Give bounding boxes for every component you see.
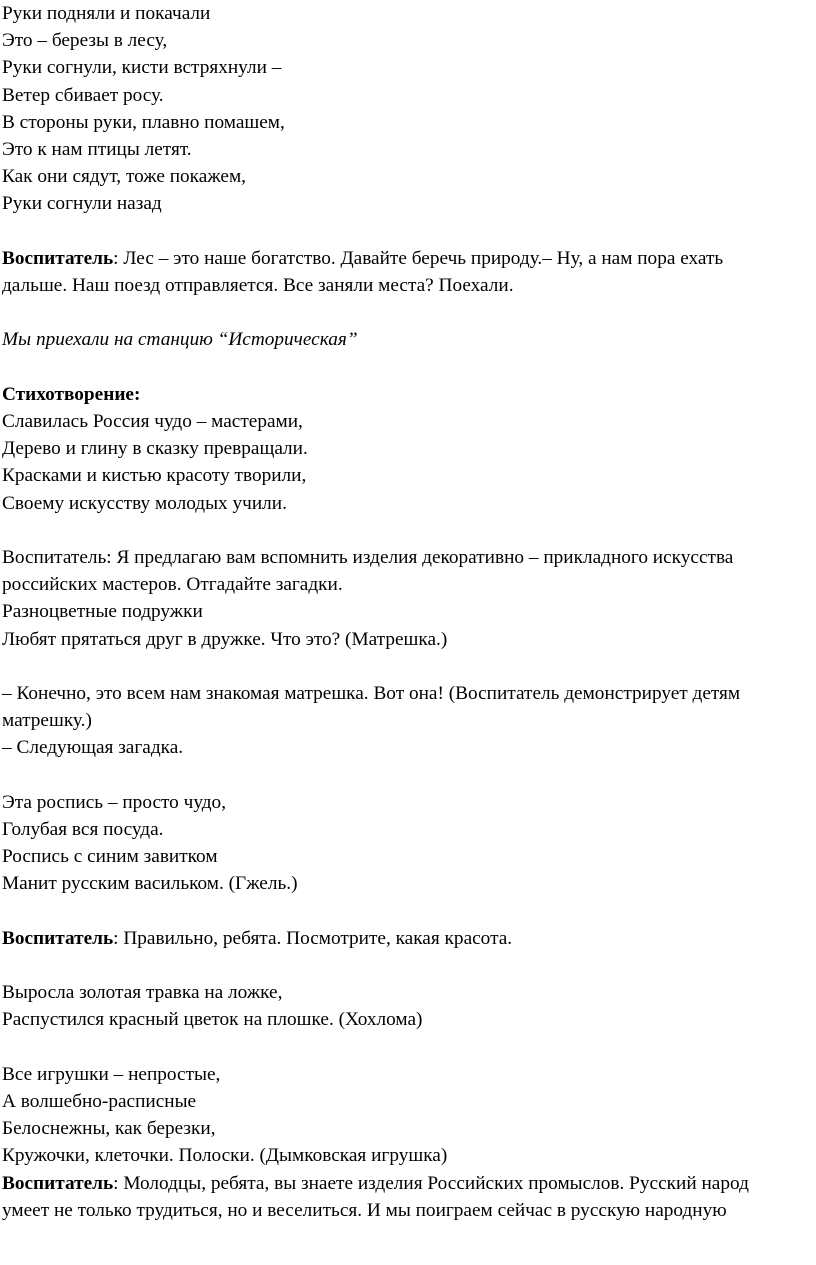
paragraph-line: – Конечно, это всем нам знакомая матрешка. Вот она! (Воспитатель демонстрирует детям [2, 683, 741, 704]
poem-line: Как они сядут, тоже покажем, [2, 166, 246, 188]
teacher-paragraph-beauty [2, 925, 816, 952]
riddle-line: Распустился красный цветок на плошке. (Хохлома) [2, 1009, 423, 1031]
riddle-line: Манит русским васильком. (Гжель.) [2, 873, 298, 895]
paragraph-line: умеет не только трудиться, но и веселиться. И мы поиграем сейчас в русскую народную [2, 1199, 727, 1221]
paragraph-line: матрешку.) [2, 710, 92, 732]
blank-line [2, 1034, 816, 1061]
blank-line [2, 952, 816, 979]
riddle-line: Все игрушки – непростые, [2, 1063, 221, 1085]
paragraph-text: : Правильно, ребята. Посмотрите, какая красота. [113, 927, 513, 949]
riddle-line: Кружочки, клеточки. Полоски. (Дымковская игрушка) [2, 1145, 448, 1167]
poem-line: Красками и кистью красоту творили, [2, 465, 307, 487]
paragraph-line: дальше. Наш поезд отправляется. Все заняли места? Поехали. [2, 275, 514, 297]
poem-heading: Стихотворение: [2, 383, 141, 405]
exercise-poem [2, 0, 816, 218]
blank-line [2, 354, 816, 381]
riddle-gzhel [2, 789, 816, 898]
riddle-line: Любят прятаться друг в дружке. Что это? (Матрешка.) [2, 628, 448, 650]
blank-line [2, 653, 816, 680]
blank-line [2, 517, 816, 544]
riddle-line: Роспись с синим завитком [2, 846, 218, 868]
speaker-label: Воспитатель [2, 247, 114, 269]
masters-poem [2, 408, 816, 517]
paragraph-line: – Следующая загадка. [2, 737, 184, 759]
teacher-paragraph-matryoshka [2, 680, 816, 762]
riddle-line: Эта роспись – просто чудо, [2, 791, 227, 813]
paragraph-line [2, 1170, 816, 1197]
paragraph-text: : Молодцы, ребята, вы знаете изделия Российских промыслов. Русский народ [113, 1172, 749, 1194]
riddle-line: Разноцветные подружки [2, 601, 203, 623]
blank-line [2, 898, 816, 925]
poem-line: Это – березы в лесу, [2, 30, 168, 52]
teacher-paragraph-forest [2, 245, 816, 299]
poem-line: Своему искусству молодых учили. [2, 492, 287, 514]
teacher-paragraph-riddles [2, 544, 816, 653]
poem-line: Руки согнули назад [2, 193, 162, 215]
poem-line: Дерево и глину в сказку превращали. [2, 438, 308, 460]
paragraph-line: российских мастеров. Отгадайте загадки. [2, 574, 343, 596]
station-heading: Мы приехали на станцию “Историческая” [2, 329, 358, 351]
riddle-dymkovo [2, 1061, 816, 1170]
paragraph-line: Воспитатель: Я предлагаю вам вспомнить изделия декоративно – прикладного искусства [2, 547, 734, 568]
blank-line [2, 299, 816, 326]
riddle-line: Выросла золотая травка на ложке, [2, 982, 283, 1004]
paragraph-text: : Лес – это наше богатство. Давайте беречь природу.– Ну, а нам пора ехать [113, 247, 724, 269]
poem-line: Руки подняли и покачали [2, 3, 211, 24]
poem-line: Руки согнули, кисти встряхнули – [2, 57, 282, 79]
teacher-paragraph-crafts [2, 1170, 816, 1224]
blank-line [2, 762, 816, 789]
speaker-label: Воспитатель [2, 1172, 114, 1194]
riddle-line: Белоснежны, как березки, [2, 1118, 216, 1140]
blank-line [2, 218, 816, 245]
poem-line: В стороны руки, плавно помашем, [2, 111, 285, 133]
poem-line: Ветер сбивает росу. [2, 84, 164, 106]
speaker-label: Воспитатель [2, 927, 114, 949]
paragraph-line [2, 245, 816, 272]
poem-line: Славилась Россия чудо – мастерами, [2, 411, 303, 432]
riddle-line: Голубая вся посуда. [2, 819, 164, 840]
poem-line: Это к нам птицы летят. [2, 139, 192, 161]
riddle-khokhloma [2, 979, 816, 1033]
riddle-line: А волшебно-расписные [2, 1090, 197, 1112]
